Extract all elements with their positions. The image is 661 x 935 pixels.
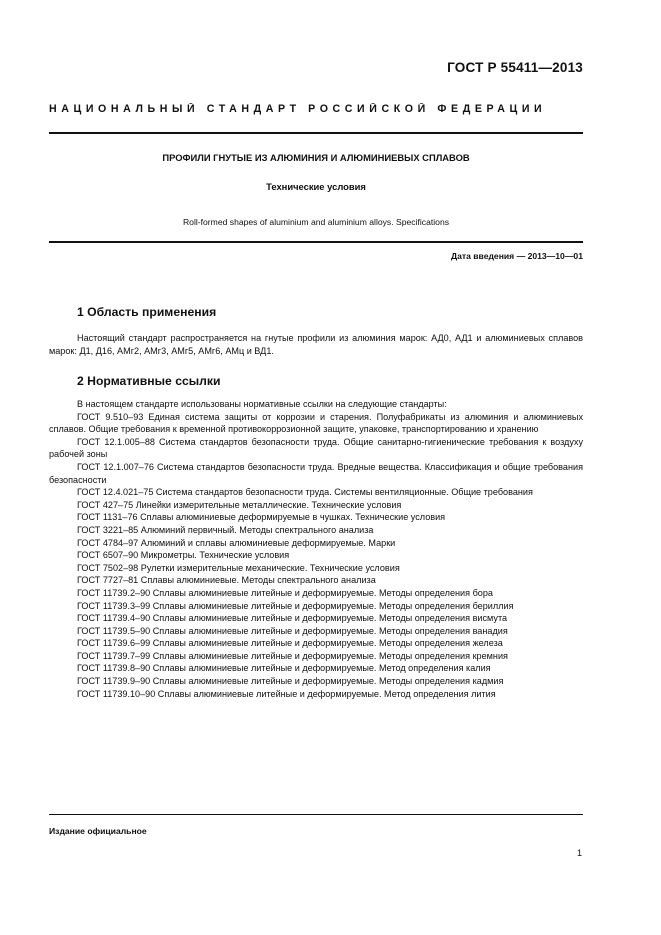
document-subtitle: Технические условия <box>266 181 366 192</box>
document-title-english: Roll-formed shapes of aluminium and aluminium alloys. Specifications <box>182 217 450 227</box>
references-intro: В настоящем стандарте использованы нормативные ссылки на следующие стандарты: <box>77 399 447 409</box>
edition-note: Издание официальное <box>49 826 147 836</box>
reference-item: ГОСТ 4784–97 Алюминий и сплавы алюминиевые деформируемые. Марки <box>77 537 396 548</box>
reference-item: ГОСТ 427–75 Линейки измерительные металлические. Технические условия <box>77 499 402 510</box>
reference-item: ГОСТ 11739.3–99 Сплавы алюминиевые литейные и деформируемые. Методы определения бериллия <box>77 600 514 611</box>
reference-item: ГОСТ 11739.7–99 Сплавы алюминиевые литейные и деформируемые. Методы определения кремния <box>77 650 508 661</box>
reference-item: ГОСТ 7502–98 Рулетки измерительные механические. Технические условия <box>77 562 400 573</box>
reference-item: ГОСТ 11739.8–90 Сплавы алюминиевые литейные и деформируемые. Метод определения калия <box>77 663 491 674</box>
reference-item: ГОСТ 11739.6–99 Сплавы алюминиевые литейные и деформируемые. Методы определения железа <box>77 638 503 649</box>
reference-item: ГОСТ 12.1.007–76 Система стандартов безопасности труда. Вредные вещества. Классификация и общие требования безопасности <box>49 461 583 485</box>
section-2-heading: 2 Нормативные ссылки <box>77 374 221 388</box>
document-title: ПРОФИЛИ ГНУТЫЕ ИЗ АЛЮМИНИЯ И АЛЮМИНИЕВЫХ СПЛАВОВ <box>162 152 470 163</box>
title-rule <box>49 241 583 243</box>
reference-item: ГОСТ 12.1.005–88 Система стандартов безопасности труда. Общие санитарно-гигиенические требования к воздуху рабочей зоны <box>49 436 583 460</box>
reference-item: ГОСТ 3221–85 Алюминий первичный. Методы спектрального анализа <box>77 524 374 535</box>
reference-item: ГОСТ 11739.4–90 Сплавы алюминиевые литейные и деформируемые. Методы определения висмута <box>77 613 508 624</box>
footer-rule <box>49 814 583 815</box>
section-1-heading: 1 Область применения <box>77 305 217 319</box>
header-rule <box>49 132 583 134</box>
reference-item: ГОСТ 11739.2–90 Сплавы алюминиевые литейные и деформируемые. Методы определения бора <box>77 587 493 598</box>
reference-item: ГОСТ 11739.5–90 Сплавы алюминиевые литейные и деформируемые. Методы определения ванадия <box>77 625 508 636</box>
introduction-date: Дата введения — 2013—10—01 <box>450 251 583 261</box>
section-1-body <box>49 332 583 358</box>
page-number: 1 <box>576 848 582 858</box>
reference-item: ГОСТ 11739.10–90 Сплавы алюминиевые литейные и деформируемые. Метод определения лития <box>77 688 496 699</box>
section-1-paragraph: Настоящий стандарт распространяется на гнутые профили из алюминия марок: АД0, АД1 и алюминиевых сплавов марок: Д1, Д16, АМг2, АМг3, АМг5, АМг6, АМц и ВД1. <box>49 333 583 356</box>
normative-references-list <box>49 398 583 700</box>
reference-item: ГОСТ 11739.9–90 Сплавы алюминиевые литейные и деформируемые. Методы определения кадмия <box>77 676 504 687</box>
reference-item: ГОСТ 12.4.021–75 Система стандартов безопасности труда. Системы вентиляционные. Общие требования <box>77 487 533 498</box>
reference-item: ГОСТ 9.510–93 Единая система защиты от коррозии и старения. Полуфабрикаты из алюминия и алюминиевых сплавов. Общие требования к временной противокоррозионной защите, упаковке, транспортированию и хранению <box>49 411 583 435</box>
gost-code: ГОСТ Р 55411—2013 <box>447 60 583 75</box>
reference-item: ГОСТ 7727–81 Сплавы алюминиевые. Методы спектрального анализа <box>77 575 376 586</box>
national-standard-banner: НАЦИОНАЛЬНЫЙ СТАНДАРТ РОССИЙСКОЙ ФЕДЕРАЦИИ <box>49 103 547 115</box>
reference-item: ГОСТ 1131–76 Сплавы алюминиевые деформируемые в чушках. Технические условия <box>77 512 446 523</box>
reference-item: ГОСТ 6507–90 Микрометры. Технические условия <box>77 550 290 561</box>
